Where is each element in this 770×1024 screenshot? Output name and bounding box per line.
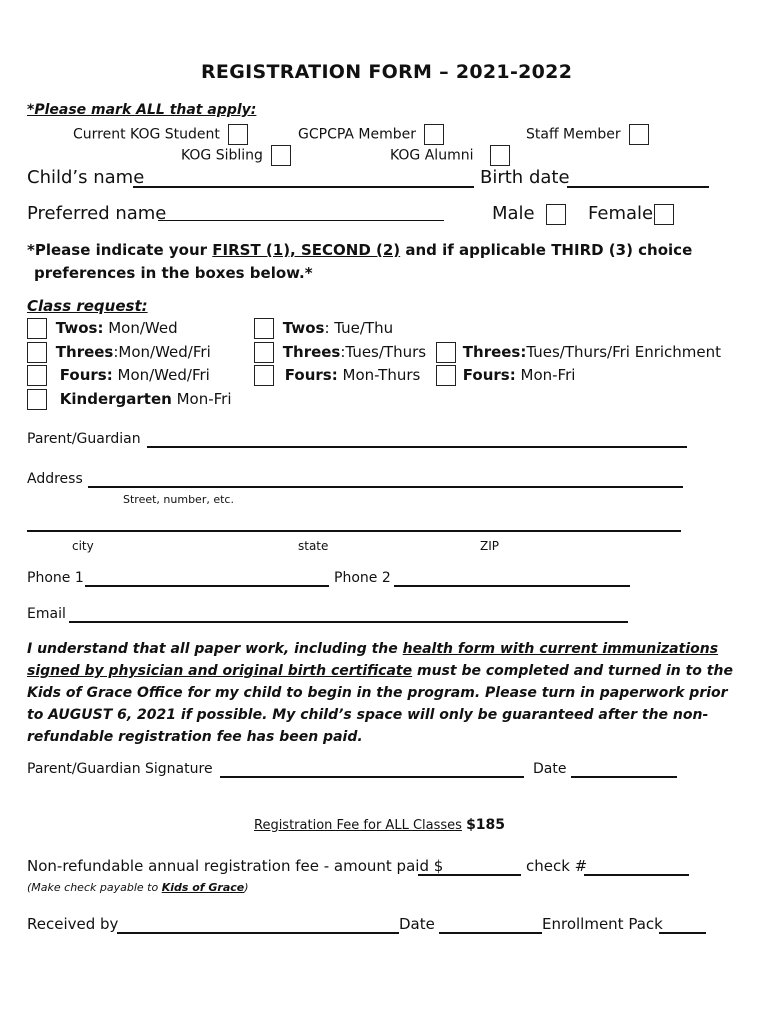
male-label: Male <box>492 203 535 224</box>
class-option-days: Mon/Wed <box>103 319 178 337</box>
preference-text-2: and if applicable THIRD (3) choice <box>400 241 693 259</box>
address-label: Address <box>27 471 83 487</box>
phone2-field[interactable] <box>394 585 630 587</box>
city-hint: city <box>72 539 94 553</box>
alumni-label: KOG Alumni <box>390 147 474 164</box>
check-number-field[interactable] <box>584 874 689 876</box>
sibling-label: KOG Sibling <box>181 147 263 164</box>
fee-heading <box>254 817 505 833</box>
alumni-option <box>390 145 510 166</box>
class-option-name: Fours: <box>284 366 338 384</box>
class-option-days: Tues/Thurs/Fri Enrichment <box>526 343 722 361</box>
preference-instruction <box>27 241 692 259</box>
preference-first-second: FIRST (1), SECOND (2) <box>212 241 401 259</box>
zip-hint: ZIP <box>480 539 499 553</box>
class-option-days: Mon/Wed/Fri <box>112 366 210 384</box>
parent-guardian-label: Parent/Guardian <box>27 431 141 447</box>
class-option-name: Threes: <box>462 343 527 361</box>
office-date-field[interactable] <box>439 932 542 934</box>
class-checkbox[interactable] <box>436 342 456 363</box>
current-student-label: Current KOG Student <box>73 126 220 143</box>
address-city-state-zip-field[interactable] <box>27 530 681 532</box>
fee-paid-label: Non-refundable annual registration fee - amount paid $ <box>27 857 444 875</box>
phone1-field[interactable] <box>85 585 329 587</box>
phone2-label: Phone 2 <box>334 570 391 586</box>
page-title: REGISTRATION FORM – 2021-2022 <box>201 61 573 83</box>
class-request-heading: Class request: <box>27 297 148 315</box>
class-option-name: Fours: <box>59 366 113 384</box>
preferred-name-label: Preferred name <box>27 203 167 224</box>
payable-note <box>27 881 249 894</box>
class-option-name: Twos: <box>55 319 104 337</box>
class-option-days: :Tues/Thurs <box>340 343 427 361</box>
statement-required-docs: health form with current immunizations signed by physician and original birth certificate <box>27 641 719 679</box>
signature-date-label: Date <box>533 761 567 777</box>
female-label: Female <box>588 203 654 224</box>
class-option-name: Threes <box>282 343 341 361</box>
gcpcpa-option <box>298 124 444 145</box>
class-option-fours-mwf <box>27 365 210 386</box>
birth-date-label: Birth date <box>480 167 570 188</box>
class-option-name: Fours: <box>462 366 516 384</box>
enrollment-pack-label: Enrollment Pack <box>542 915 663 933</box>
class-option-fours-mf <box>436 365 575 386</box>
class-checkbox[interactable] <box>27 365 47 386</box>
statement-paragraph <box>27 638 747 748</box>
alumni-checkbox[interactable] <box>490 145 510 166</box>
female-option <box>588 203 674 225</box>
street-hint: Street, number, etc. <box>123 493 234 506</box>
class-checkbox[interactable] <box>27 342 47 363</box>
office-date-label: Date <box>399 915 435 933</box>
statement-text-2: must be completed and turned in to the Kids of Grace Office for my child to begin in the program. Please turn in paperwork prior to AUGUST 6, 2021 if possible. My child’s space will only be guaranteed after the non-refundable registration fee has been paid. <box>27 663 733 745</box>
class-option-days: Mon-Fri <box>171 390 232 408</box>
class-option-threes-enrichment <box>436 342 721 363</box>
preference-instruction-line2: preferences in the boxes below.* <box>34 264 313 282</box>
child-name-field[interactable] <box>133 186 474 188</box>
preference-text-1: *Please indicate your <box>27 241 213 259</box>
class-checkbox[interactable] <box>254 342 274 363</box>
sibling-checkbox[interactable] <box>271 145 291 166</box>
class-option-threes-tt <box>254 342 426 363</box>
male-checkbox[interactable] <box>546 204 566 225</box>
staff-option <box>526 124 649 145</box>
phone1-label: Phone 1 <box>27 570 84 586</box>
signature-field[interactable] <box>220 776 524 778</box>
received-by-label: Received by <box>27 915 119 933</box>
class-option-days: Mon-Fri <box>515 366 576 384</box>
received-by-field[interactable] <box>117 932 399 934</box>
mark-all-instruction: *Please mark ALL that apply: <box>27 102 257 118</box>
class-checkbox[interactable] <box>27 389 47 410</box>
class-checkbox[interactable] <box>27 318 47 339</box>
class-option-threes-mwf <box>27 342 211 363</box>
gcpcpa-checkbox[interactable] <box>424 124 444 145</box>
class-option-name: Kindergarten <box>59 390 172 408</box>
state-hint: state <box>298 539 329 553</box>
class-option-days: : Tue/Thu <box>324 319 394 337</box>
class-option-kindergarten <box>27 389 232 410</box>
fee-paid-field[interactable] <box>418 874 521 876</box>
payable-name: Kids of Grace <box>161 881 245 894</box>
payable-suffix: ) <box>244 881 249 894</box>
sibling-option <box>181 145 291 166</box>
check-number-label: check # <box>526 857 588 875</box>
class-option-days: Mon-Thurs <box>337 366 421 384</box>
male-option <box>492 203 566 225</box>
child-name-label: Child’s name <box>27 167 145 188</box>
signature-date-field[interactable] <box>571 776 677 778</box>
current-student-checkbox[interactable] <box>228 124 248 145</box>
class-option-name: Threes <box>55 343 114 361</box>
payable-prefix: (Make check payable to <box>27 881 162 894</box>
class-option-name: Twos <box>282 319 325 337</box>
fee-label: Registration Fee for ALL Classes <box>254 818 462 833</box>
address-street-field[interactable] <box>88 486 683 488</box>
staff-label: Staff Member <box>526 126 621 143</box>
parent-guardian-field[interactable] <box>147 446 687 448</box>
birth-date-field[interactable] <box>567 186 709 188</box>
class-checkbox[interactable] <box>254 365 274 386</box>
current-student-option <box>73 124 248 145</box>
class-option-twos-tt <box>254 318 393 339</box>
enrollment-pack-field[interactable] <box>659 932 706 934</box>
statement-text-1: I understand that all paper work, including the <box>27 641 403 657</box>
signature-label: Parent/Guardian Signature <box>27 761 213 777</box>
class-option-days: :Mon/Wed/Fri <box>113 343 211 361</box>
preferred-name-field[interactable] <box>158 220 444 221</box>
class-option-fours-mth <box>254 365 420 386</box>
email-field[interactable] <box>69 621 628 623</box>
staff-checkbox[interactable] <box>629 124 649 145</box>
gcpcpa-label: GCPCPA Member <box>298 126 417 143</box>
class-checkbox[interactable] <box>254 318 274 339</box>
female-checkbox[interactable] <box>654 204 674 225</box>
fee-amount: $185 <box>466 817 506 833</box>
class-checkbox[interactable] <box>436 365 456 386</box>
email-label: Email <box>27 606 66 622</box>
class-option-twos-mw <box>27 318 178 339</box>
